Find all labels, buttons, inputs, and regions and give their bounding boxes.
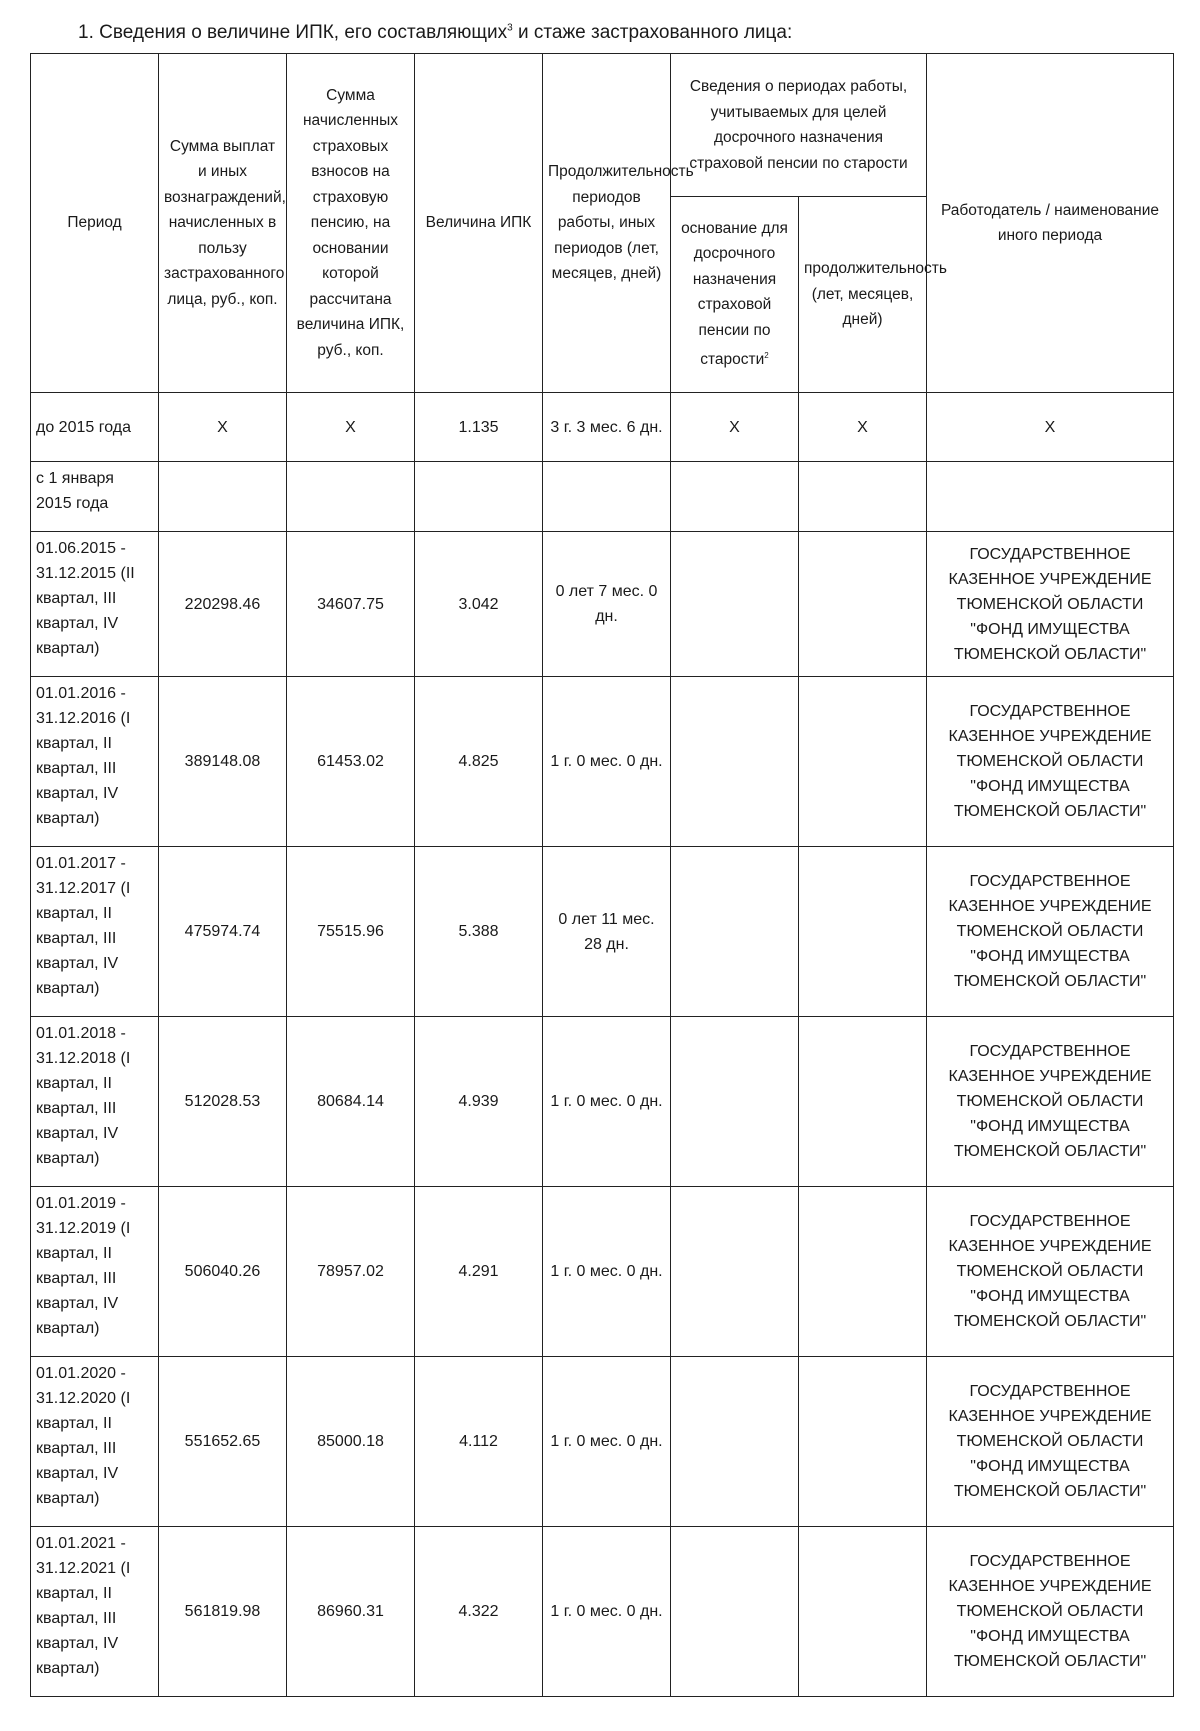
cell-period: 01.01.2021 - 31.12.2021 (I квартал, II квартал, III квартал, IV квартал) [31,1527,159,1697]
table-row [31,1527,1174,1697]
cell-early-basis [671,1357,799,1527]
cell-employer: ГОСУДАРСТВЕННОЕ КАЗЕННОЕ УЧРЕЖДЕНИЕ ТЮМЕНСКОЙ ОБЛАСТИ "ФОНД ИМУЩЕСТВА ТЮМЕНСКОЙ ОБЛАСТИ" [927,1187,1174,1357]
cell-duration: 1 г. 0 мес. 0 дн. [543,1017,671,1187]
table-row [31,847,1174,1017]
cell-employer: ГОСУДАРСТВЕННОЕ КАЗЕННОЕ УЧРЕЖДЕНИЕ ТЮМЕНСКОЙ ОБЛАСТИ "ФОНД ИМУЩЕСТВА ТЮМЕНСКОЙ ОБЛАСТИ" [927,677,1174,847]
cell-early-duration [799,677,927,847]
cell-duration: 1 г. 0 мес. 0 дн. [543,677,671,847]
cell-duration: 1 г. 0 мес. 0 дн. [543,1187,671,1357]
cell-employer: ГОСУДАРСТВЕННОЕ КАЗЕННОЕ УЧРЕЖДЕНИЕ ТЮМЕНСКОЙ ОБЛАСТИ "ФОНД ИМУЩЕСТВА ТЮМЕНСКОЙ ОБЛАСТИ" [927,1357,1174,1527]
col-header-early-basis [671,197,799,393]
cell-employer [927,462,1174,532]
early-basis-footnote-mark: 2 [764,351,769,361]
cell-employer: X [927,393,1174,462]
col-header-contributions: Сумма начисленных страховых взносов на страховую пенсию, на основании которой рассчитана величина ИПК, руб., коп. [287,54,415,393]
cell-payments: 475974.74 [159,847,287,1017]
cell-period: до 2015 года [31,393,159,462]
cell-period: 01.01.2018 - 31.12.2018 (I квартал, II квартал, III квартал, IV квартал) [31,1017,159,1187]
cell-payments [159,462,287,532]
cell-employer: ГОСУДАРСТВЕННОЕ КАЗЕННОЕ УЧРЕЖДЕНИЕ ТЮМЕНСКОЙ ОБЛАСТИ "ФОНД ИМУЩЕСТВА ТЮМЕНСКОЙ ОБЛАСТИ" [927,1017,1174,1187]
cell-early-basis [671,1017,799,1187]
heading-tail: и стаже застрахованного лица: [512,22,793,43]
table-row-before-2015 [31,393,1174,462]
header-row-1 [31,54,1174,197]
cell-contributions [287,462,415,532]
cell-employer: ГОСУДАРСТВЕННОЕ КАЗЕННОЕ УЧРЕЖДЕНИЕ ТЮМЕНСКОЙ ОБЛАСТИ "ФОНД ИМУЩЕСТВА ТЮМЕНСКОЙ ОБЛАСТИ" [927,1527,1174,1697]
cell-payments: 389148.08 [159,677,287,847]
cell-period: 01.06.2015 - 31.12.2015 (II квартал, III квартал, IV квартал) [31,532,159,677]
col-header-early-group: Сведения о периодах работы, учитываемых для целей досрочного назначения страховой пенсии по старости [671,54,927,197]
cell-contributions: 80684.14 [287,1017,415,1187]
cell-contributions: 85000.18 [287,1357,415,1527]
table-row-from-2015 [31,462,1174,532]
cell-early-basis [671,1527,799,1697]
cell-contributions: X [287,393,415,462]
cell-contributions: 75515.96 [287,847,415,1017]
cell-duration: 1 г. 0 мес. 0 дн. [543,1357,671,1527]
table-row [31,1017,1174,1187]
cell-payments: X [159,393,287,462]
cell-duration: 0 лет 11 мес. 28 дн. [543,847,671,1017]
cell-early-duration [799,847,927,1017]
cell-early-basis [671,677,799,847]
cell-period: 01.01.2019 - 31.12.2019 (I квартал, II квартал, III квартал, IV квартал) [31,1187,159,1357]
cell-contributions: 86960.31 [287,1527,415,1697]
cell-early-duration [799,1017,927,1187]
table-row [31,677,1174,847]
table-row [31,532,1174,677]
early-basis-text: основание для досрочного назначения страховой пенсии по старости [681,219,788,369]
ipk-table [30,53,1174,1697]
cell-duration: 1 г. 0 мес. 0 дн. [543,1527,671,1697]
table-row [31,1357,1174,1527]
table-row [31,1187,1174,1357]
cell-contributions: 61453.02 [287,677,415,847]
cell-employer: ГОСУДАРСТВЕННОЕ КАЗЕННОЕ УЧРЕЖДЕНИЕ ТЮМЕНСКОЙ ОБЛАСТИ "ФОНД ИМУЩЕСТВА ТЮМЕНСКОЙ ОБЛАСТИ" [927,847,1174,1017]
cell-duration: 0 лет 7 мес. 0 дн. [543,532,671,677]
cell-ipk: 4.939 [415,1017,543,1187]
col-header-early-duration: продолжительность (лет, месяцев, дней) [799,197,927,393]
cell-ipk: 4.291 [415,1187,543,1357]
cell-early-duration [799,1527,927,1697]
heading-footnote-mark: 3 [507,22,513,34]
col-header-payments: Сумма выплат и иных вознаграждений, начисленных в пользу застрахованного лица, руб., коп. [159,54,287,393]
cell-period: 01.01.2020 - 31.12.2020 (I квартал, II квартал, III квартал, IV квартал) [31,1357,159,1527]
cell-period: 01.01.2017 - 31.12.2017 (I квартал, II квартал, III квартал, IV квартал) [31,847,159,1017]
cell-early-duration [799,532,927,677]
cell-payments: 512028.53 [159,1017,287,1187]
cell-early-duration [799,1187,927,1357]
cell-ipk: 5.388 [415,847,543,1017]
cell-early-basis [671,1187,799,1357]
cell-early-basis [671,847,799,1017]
cell-ipk: 1.135 [415,393,543,462]
cell-payments: 551652.65 [159,1357,287,1527]
cell-payments: 220298.46 [159,532,287,677]
cell-ipk: 4.825 [415,677,543,847]
cell-contributions: 78957.02 [287,1187,415,1357]
cell-period: с 1 января 2015 года [31,462,159,532]
cell-period: 01.01.2016 - 31.12.2016 (I квартал, II квартал, III квартал, IV квартал) [31,677,159,847]
col-header-duration: Продолжительность периодов работы, иных периодов (лет, месяцев, дней) [543,54,671,393]
col-header-employer: Работодатель / наименование иного периода [927,54,1174,393]
cell-early-basis [671,462,799,532]
col-header-period: Период [31,54,159,393]
cell-early-basis: X [671,393,799,462]
cell-early-duration [799,462,927,532]
cell-employer: ГОСУДАРСТВЕННОЕ КАЗЕННОЕ УЧРЕЖДЕНИЕ ТЮМЕНСКОЙ ОБЛАСТИ "ФОНД ИМУЩЕСТВА ТЮМЕНСКОЙ ОБЛАСТИ" [927,532,1174,677]
cell-payments: 506040.26 [159,1187,287,1357]
cell-ipk: 4.322 [415,1527,543,1697]
cell-contributions: 34607.75 [287,532,415,677]
cell-payments: 561819.98 [159,1527,287,1697]
cell-ipk: 3.042 [415,532,543,677]
cell-duration: 3 г. 3 мес. 6 дн. [543,393,671,462]
section-heading [78,22,792,44]
cell-early-basis [671,532,799,677]
col-header-ipk: Величина ИПК [415,54,543,393]
cell-duration [543,462,671,532]
cell-early-duration: X [799,393,927,462]
cell-early-duration [799,1357,927,1527]
cell-ipk: 4.112 [415,1357,543,1527]
cell-ipk [415,462,543,532]
heading-text: 1. Сведения о величине ИПК, его составляющих [78,22,508,43]
